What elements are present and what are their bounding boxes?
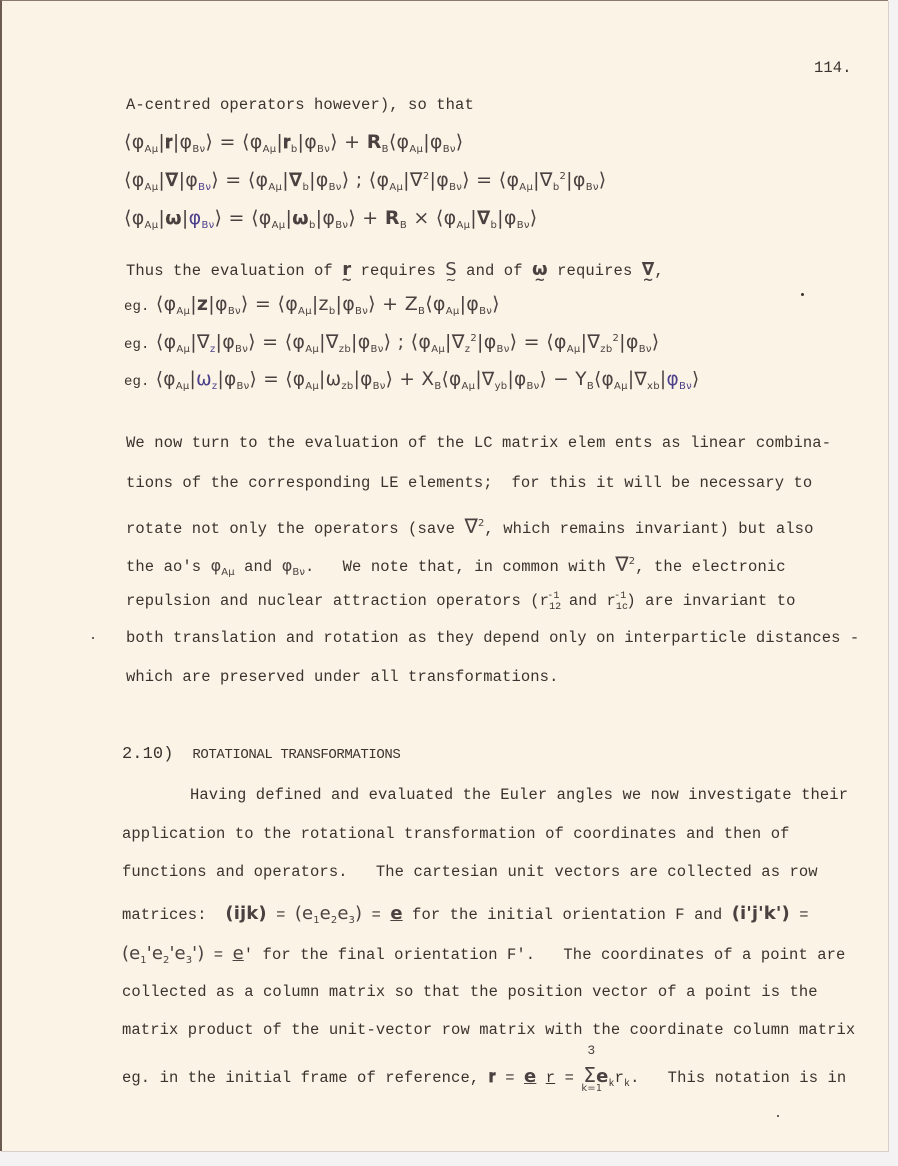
paragraph-2-line-8: eg. in the initial frame of reference, 𝐫 = e r = 3 Σ k=1 $e_kr_k$. This notation is in [122, 1043, 847, 1094]
equation-position: $⟨\varphi_{A\mu}|𝐫|\varphi_{B\nu}⟩$ = $⟨\varphi_{A\mu}|𝐫_b|\varphi_{B\nu}⟩$ + $R_B⟨\varphi_{A\mu}|\varphi_{B\nu}⟩$ [124, 131, 464, 155]
page-number: 114. [814, 59, 852, 77]
paragraph-1-line-6: both translation and rotation as they depend only on interparticle distances - [126, 629, 860, 647]
nabla-symbol: ∇ ~ [642, 259, 655, 280]
equation-angular-momentum: $⟨\varphi_{A\mu}|\omega|\varphi_{B\nu}⟩$ = $⟨\varphi_{A\mu}|\omega_b|\varphi_{B\nu}⟩ + R_B$ × $⟨\varphi_{A\mu}|\nabla_b|\varphi_{B\nu}⟩$ [124, 207, 538, 231]
equation-gradient: $⟨\varphi_{A\mu}|\nabla|\varphi_{B\nu}⟩$ = $⟨\varphi_{A\mu}|\nabla_b|\varphi_{B\nu}⟩$ ; $⟨\varphi_{A\mu}|\nabla^2|\varphi_{B\nu}⟩$ = $⟨\varphi_{A\mu}|\nabla_b^2|\varphi_{B\nu}⟩$ [124, 169, 607, 193]
paragraph-1-line-4: the ao's $\varphi_{A\mu}$ and $\varphi_{B\nu}$. We note that, in common with ∇$^2$, the electronic [126, 552, 786, 578]
paper-speck [801, 293, 804, 296]
paragraph-1-line-5: repulsion and nuclear attraction operators ($r_{12}^{-1}$ and $r_{1c}^{-1}$) are invariant to [126, 591, 796, 613]
example-equation-z: eg. $⟨\varphi_{A\mu}|z|\varphi_{B\nu}⟩$ = $⟨\varphi_{A\mu}|z_b|\varphi_{B\nu}⟩$ + $Z_B⟨\varphi_{A\mu}|\varphi_{B\nu}⟩$ [124, 293, 500, 317]
paragraph-1-line-7: which are preserved under all transformations. [126, 668, 559, 686]
paper-speck [92, 637, 94, 639]
paragraph-2-line-1: Having defined and evaluated the Euler angles we now investigate their [190, 786, 849, 804]
thus-line: Thus the evaluation of r ~ requires S ~ and of ω ~ requires ∇ ~, [126, 259, 664, 280]
example-equation-grad-z: eg. $⟨\varphi_{A\mu}|\nabla_z|\varphi_{B\nu}⟩$ = $⟨\varphi_{A\mu}|\nabla_{zb}|\varphi_{B\nu}⟩$ ; $⟨\varphi_{A\mu}|\nabla_z^2|\varphi_{B\nu}⟩$ = $⟨\varphi_{A\mu}|\nabla_{zb}^2|\varphi_{B\nu}⟩$ [124, 331, 660, 355]
paragraph-2-line-3: functions and operators. The cartesian unit vectors are collected as row [122, 863, 818, 881]
paragraph-1-line-2: tions of the corresponding LE elements; for this it will be necessary to [126, 474, 813, 492]
paragraph-2-line-6: collected as a column matrix so that the position vector of a point is the [122, 983, 818, 1001]
example-equation-omega-z: eg. $⟨\varphi_{A\mu}|\omega_z|\varphi_{B\nu}⟩$ = $⟨\varphi_{A\mu}|\omega_{zb}|\varphi_{B\nu}⟩$ + $X_B⟨\varphi_{A\mu}|\nabla_{yb}|\varphi_{B\nu}⟩$ − $Y_B⟨\varphi_{A\mu}|\nabla_{xb}|\varphi_{B\nu}⟩$ [124, 369, 700, 392]
vector-r-symbol: r ~ [342, 259, 351, 280]
paragraph-1-line-1: We now turn to the evaluation of the LC matrix elem ents as linear combina- [126, 434, 832, 452]
paragraph-2-line-2: application to the rotational transformation of coordinates and then of [122, 825, 790, 843]
omega-symbol: ω ~ [532, 259, 548, 280]
paragraph-2-line-4: matrices: $(ijk) = (e_1e_2e_3) = e$ for the initial orientation F and (i'j'k') = [122, 903, 809, 926]
paper-speck [777, 1115, 779, 1117]
intro-line: A-centred operators however), so that [126, 96, 474, 114]
section-number: 2.10) [122, 745, 174, 764]
paragraph-2-line-5: $(e_1'e_2'e_3') = e'$ for the final orientation F'. The coordinates of a point are [122, 943, 846, 966]
summation-symbol: 3 Σ k=1 [581, 1043, 603, 1094]
section-heading [122, 745, 400, 764]
paragraph-2-line-7: matrix product of the unit-vector row matrix with the coordinate column matrix [122, 1021, 856, 1039]
overlap-s-symbol: S ~ [445, 259, 457, 280]
section-title: ROTATIONAL TRANSFORMATIONS [192, 747, 401, 763]
paragraph-1-line-3: rotate not only the operators (save ∇$^2$, which remains invariant) but also [126, 514, 814, 538]
